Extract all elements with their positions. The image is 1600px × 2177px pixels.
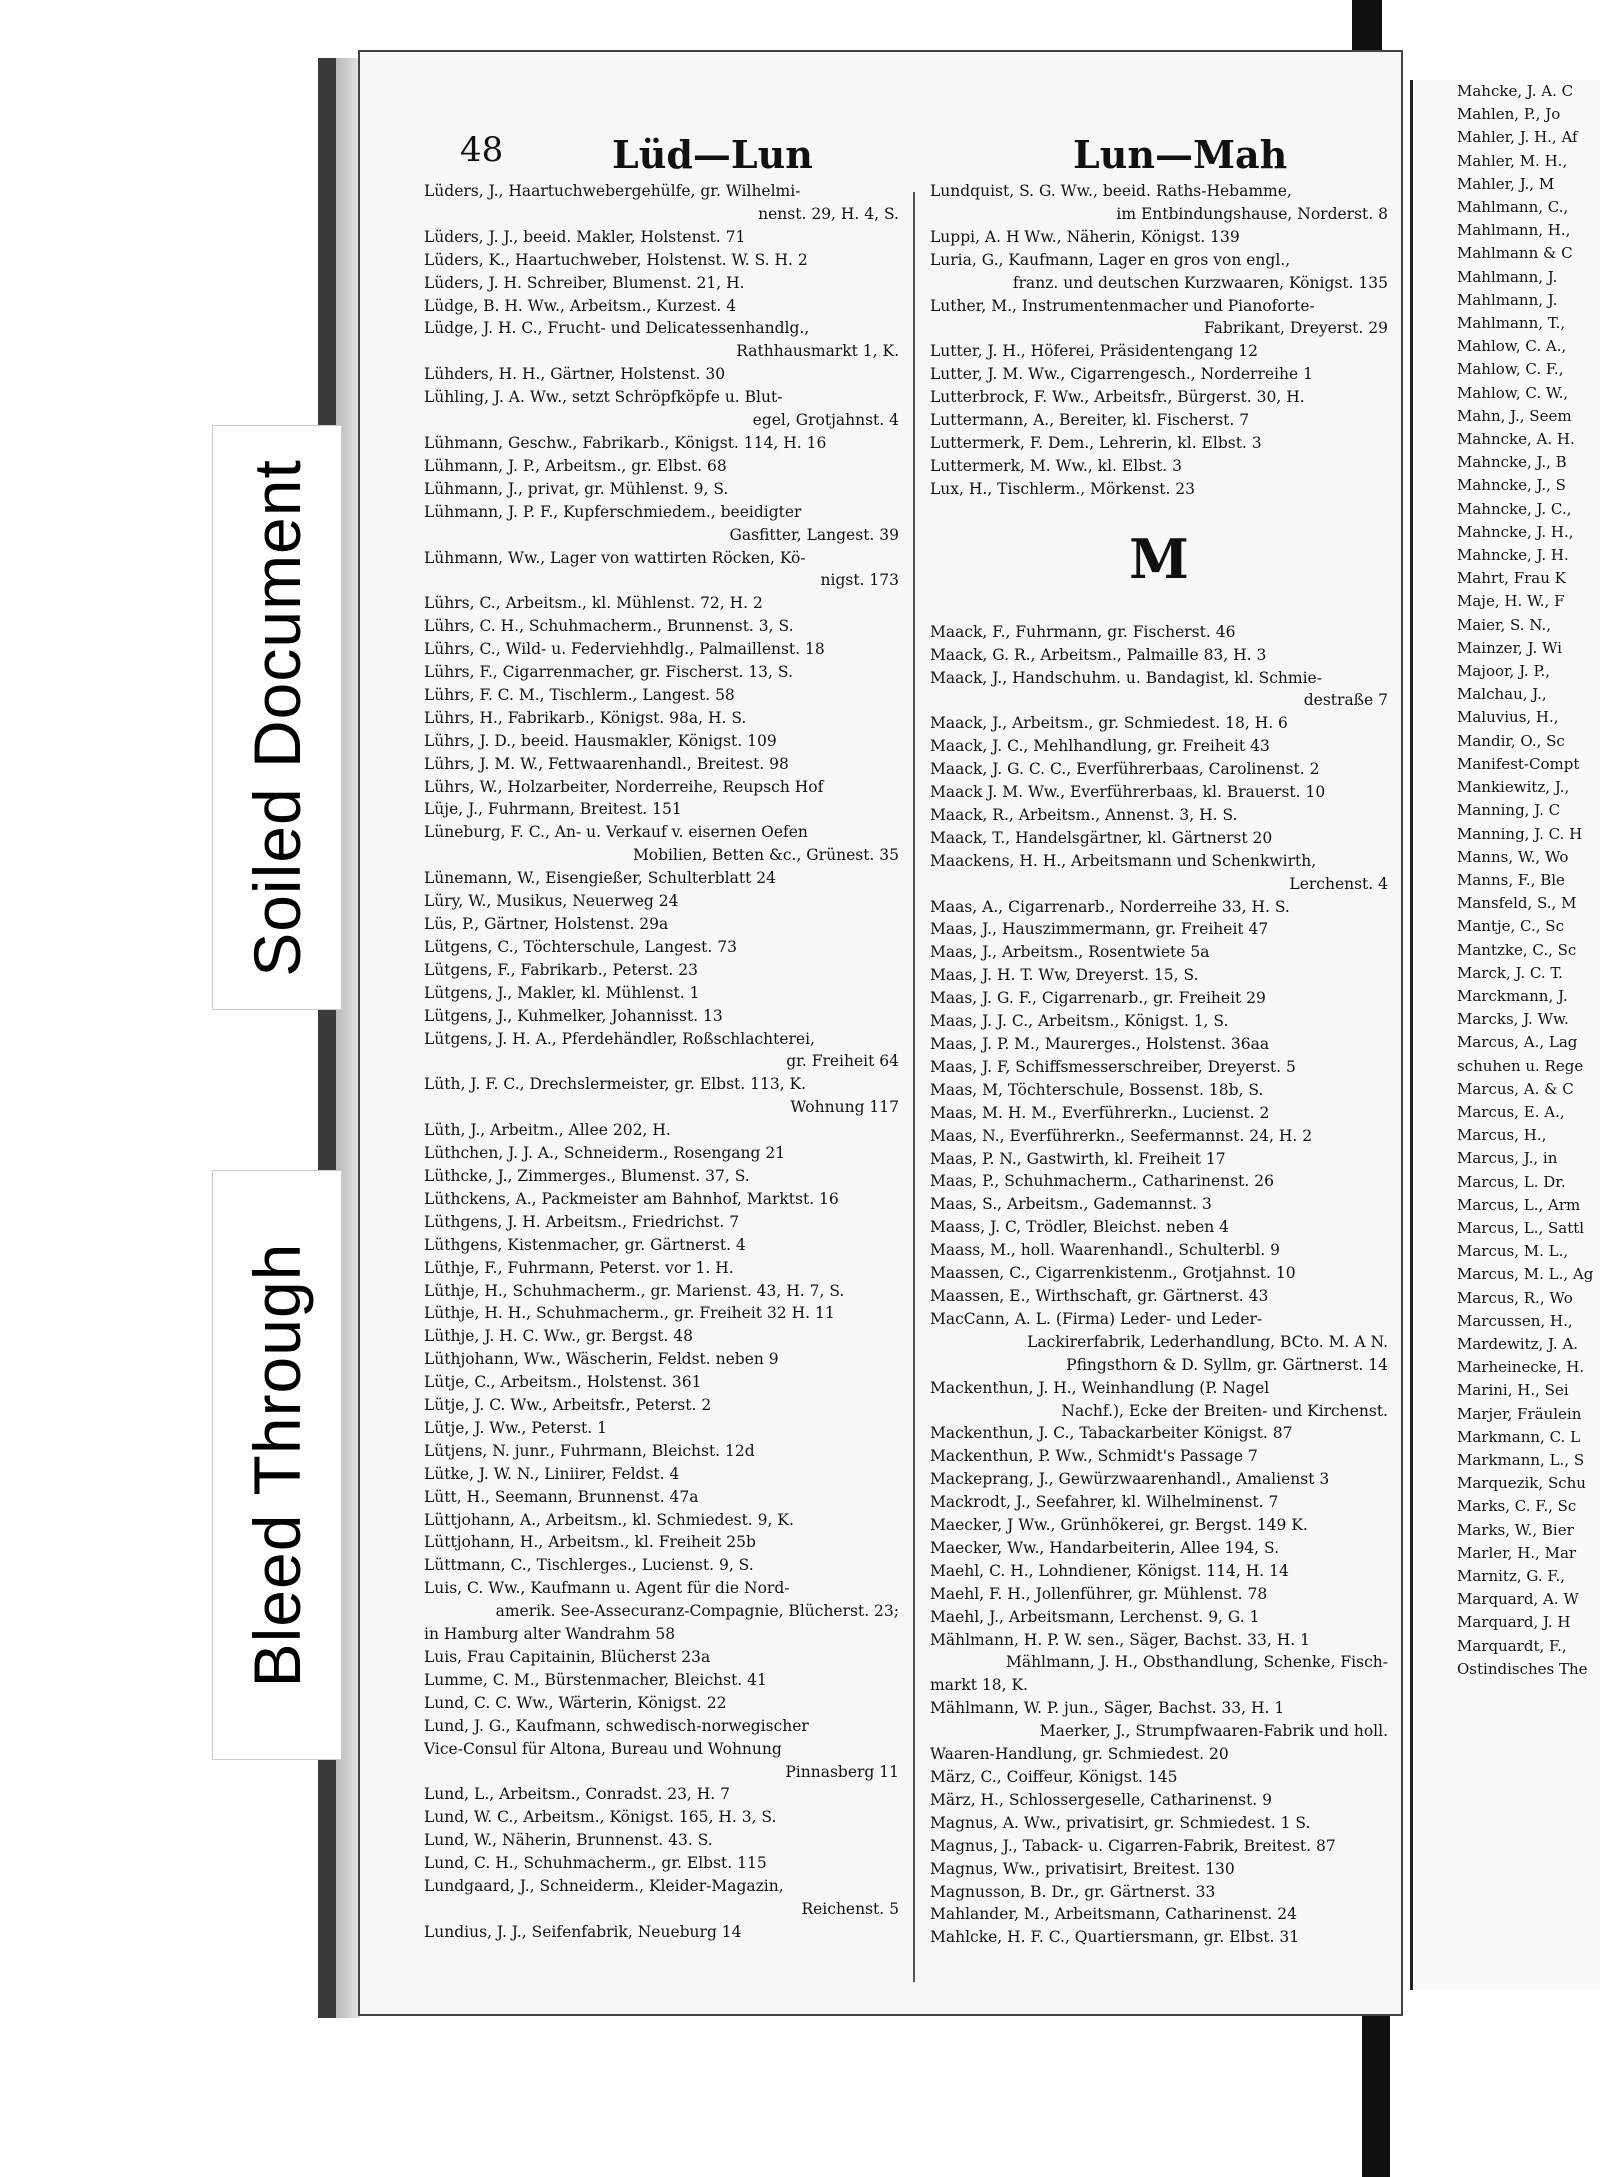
directory-entry-line: Lünemann, W., Eisengießer, Schulterblatt 24 (424, 869, 776, 888)
directory-entry-line: Mackenthun, J. H., Weinhandlung (P. Nagel (930, 1378, 1270, 1397)
directory-entry-line: Lütje, J. C. Ww., Arbeitsfr., Peterst. 2 (424, 1396, 712, 1415)
directory-entry-line: Lund, J. G., Kaufmann, schwedisch-norwegischer (424, 1716, 809, 1735)
next-page-entry-line: Manning, J. C (1457, 801, 1561, 820)
directory-entry-line: Mobilien, Betten &c., Grünest. 35 (632, 846, 899, 865)
directory-entry-line: Lutter, J. H., Höferei, Präsidentengang 12 (930, 342, 1258, 361)
directory-entry-line: Lüders, J. J., beeid. Makler, Holstenst. 71 (424, 227, 746, 246)
next-page-entry-line: Marcus, H., (1457, 1126, 1547, 1145)
directory-entry-line: Maas, J. F, Schiffsmesserschreiber, Dreyerst. 5 (930, 1057, 1296, 1076)
next-page-entry-line: Marcus, E. A., (1457, 1102, 1565, 1121)
directory-entry-line: Lundius, J. J., Seifenfabrik, Neueburg 14 (424, 1922, 742, 1941)
directory-entry-line: Luis, Frau Capitainin, Blücherst 23a (424, 1648, 711, 1666)
directory-entry-line: egel, Grotjahnst. 4 (752, 411, 899, 430)
directory-entry-line: Lumme, C. M., Bürstenmacher, Bleichst. 41 (424, 1670, 767, 1689)
directory-entry-line: Lüth, J., Arbeitm., Allee 202, H. (424, 1121, 671, 1140)
directory-entry-line: Nachf.), Ecke der Breiten- und Kirchenst. (1061, 1401, 1388, 1420)
directory-entry-line: Luis, C. Ww., Kaufmann u. Agent für die Nord- (424, 1579, 790, 1598)
directory-entry-line: Lüders, K., Haartuchweber, Holstenst. W. S. H. 2 (424, 250, 808, 269)
directory-entry-line: Lüthcke, J., Zimmerges., Blumenst. 37, S. (424, 1166, 750, 1185)
next-page-entry-line: Marks, W., Bier (1457, 1520, 1574, 1539)
directory-entry-line: Maas, J., Arbeitsm., Rosentwiete 5a (930, 943, 1210, 962)
directory-entry-line: Lühmann, J. P. F., Kupferschmiedem., beeidigter (424, 502, 802, 521)
directory-entry-line: Maehl, F. H., Jollenführer, gr. Mühlenst. 78 (930, 1584, 1268, 1603)
directory-entry-line: Pinnasberg 11 (785, 1762, 899, 1781)
directory-entry-line: MacCann, A. L. (Firma) Leder- und Leder- (930, 1309, 1263, 1328)
directory-entry-line: Lütje, J. Ww., Peterst. 1 (424, 1418, 607, 1437)
directory-entry-line: Lund, C. C. Ww., Wärterin, Königst. 22 (424, 1693, 727, 1712)
directory-entry-line: Maass, M., holl. Waarenhandl., Schulterbl. 9 (930, 1241, 1280, 1260)
next-page-entry-line: Markmann, L., S (1457, 1450, 1585, 1469)
next-page-entry-line: Marcus, L., Arm (1457, 1195, 1581, 1214)
next-page-entry-line: Mahlen, P., Jo (1457, 105, 1561, 124)
next-page-entry-line: Mahlmann, H., (1457, 221, 1571, 240)
right-column-entries-m (930, 621, 1388, 1950)
directory-entry-line: Waaren-Handlung, gr. Schmiedest. 20 (930, 1745, 1229, 1764)
directory-entry-line: Lüry, W., Musikus, Neuerweg 24 (424, 892, 679, 911)
directory-entry-line: Lütt, H., Seemann, Brunnenst. 47a (424, 1487, 699, 1506)
next-page-entry-line: Marcks, J. Ww. (1457, 1010, 1569, 1029)
next-page-entry-line: Mantzke, C., Sc (1457, 940, 1577, 959)
next-page-entry-line: Mahler, M. H., (1457, 151, 1568, 170)
next-page-entry-line: Marks, C. F., Sc (1457, 1497, 1577, 1516)
next-page-entry-line: Marjer, Fräulein (1457, 1404, 1582, 1423)
directory-entry-line: Lüthje, F., Fuhrmann, Peterst. vor 1. H. (424, 1258, 734, 1277)
directory-entry-line: Mählmann, J. H., Obsthandlung, Schenke, Fisch- (1005, 1653, 1388, 1672)
directory-entry-line: Maack, G. R., Arbeitsm., Palmaille 83, H. 3 (930, 645, 1267, 664)
directory-entry-line: Maass, J. C, Trödler, Bleichst. neben 4 (930, 1218, 1230, 1237)
next-page-entry-line: Marcus, L., Sattl (1457, 1218, 1585, 1237)
directory-entry-line: Lüdge, B. H. Ww., Arbeitsm., Kurzest. 4 (424, 296, 737, 315)
directory-entry-line: Maassen, C., Cigarrenkistenm., Grotjahnst. 10 (930, 1264, 1296, 1283)
directory-entry-line: Maas, J. P. M., Maurerges., Holstenst. 36aa (930, 1035, 1270, 1053)
directory-entry-line: Mählmann, W. P. jun., Säger, Bachst. 33, H. 1 (930, 1699, 1285, 1718)
directory-entry-line: Lüthgens, J. H. Arbeitsm., Friedrichst. 7 (424, 1212, 740, 1231)
directory-entry-line: Lüders, J., Haartuchwebergehülfe, gr. Wilhelmi- (424, 182, 801, 200)
directory-entry-line: Luria, G., Kaufmann, Lager en gros von engl., (930, 250, 1291, 269)
directory-entry-line: Maecker, J Ww., Grünhökerei, gr. Bergst. 149 K. (930, 1516, 1308, 1535)
directory-entry-line: Lackirerfabrik, Lederhandlung, BCto. M. A N. (1027, 1332, 1388, 1351)
next-page-entry-line: Mahler, J., M (1457, 174, 1555, 193)
directory-entry-line: März, H., Schlossergeselle, Catharinenst. 9 (930, 1790, 1273, 1809)
directory-entry-line: Maas, M. H. M., Everführerkn., Lucienst. 2 (930, 1103, 1270, 1122)
directory-entry-line: Lührs, J. D., beeid. Hausmakler, Königst. 109 (424, 731, 777, 750)
soiled-document-text: Soiled Document (240, 458, 314, 977)
next-page-entry-line: Marquardt, F., (1457, 1636, 1567, 1655)
next-page-entry-line: Mahlow, C. F., (1457, 360, 1564, 379)
directory-entry-line: Maackens, H. H., Arbeitsmann und Schenkwirth, (930, 851, 1317, 870)
directory-entry-line: nenst. 29, H. 4, S. (758, 204, 899, 223)
next-page-entry-line: Mahlmann, J. (1457, 267, 1558, 286)
next-page-entry-line: Mahncke, J., S (1457, 476, 1566, 495)
directory-entry-line: Lüttmann, C., Tischlerges., Lucienst. 9, S. (424, 1556, 754, 1575)
directory-entry-line: Pfingsthorn & D. Syllm, gr. Gärtnerst. 14 (1066, 1355, 1388, 1374)
next-page-entry-line: schuhen u. Rege (1457, 1056, 1584, 1075)
directory-entry-line: destraße 7 (1303, 691, 1388, 710)
running-head-left: Lüd—Lun (612, 132, 813, 177)
next-page-entry-line: Manning, J. C. H (1457, 824, 1583, 843)
directory-entry-line: Reichenst. 5 (801, 1899, 899, 1918)
directory-entry-line: Lühmann, J., privat, gr. Mühlenst. 9, S. (424, 479, 729, 498)
directory-entry-line: Lüth, J. F. C., Drechslermeister, gr. Elbst. 113, K. (424, 1075, 807, 1094)
directory-entry-line: Lüs, P., Gärtner, Holstenst. 29a (424, 915, 669, 933)
directory-entry-line: Mackeprang, J., Gewürzwaarenhandl., Amalienst 3 (930, 1470, 1330, 1489)
directory-entry-line: Magnusson, B. Dr., gr. Gärtnerst. 33 (930, 1882, 1216, 1901)
next-page-entry-line: Marcus, A., Lag (1457, 1033, 1578, 1052)
directory-entry-line: Maehl, J., Arbeitsmann, Lerchenst. 9, G. 1 (930, 1607, 1260, 1626)
left-column (424, 180, 899, 1944)
next-page-entry-line: Malchau, J., (1457, 685, 1547, 704)
directory-entry-line: Mahlander, M., Arbeitsmann, Catharinenst. 24 (930, 1905, 1297, 1924)
next-page-entry-line: Mahlmann, C., (1457, 198, 1569, 217)
directory-entry-line: Lüttjohann, A., Arbeitsm., kl. Schmiedest. 9, K. (424, 1510, 794, 1529)
directory-entry-line: Maas, M, Töchterschule, Bossenst. 18b, S. (930, 1080, 1264, 1099)
directory-entry-line: Lüdge, J. H. C., Frucht- und Delicatessenhandlg., (424, 319, 810, 338)
directory-entry-line: Gasfitter, Langest. 39 (729, 525, 899, 544)
directory-entry-line: Lüthjohann, Ww., Wäscherin, Feldst. neben 9 (424, 1350, 779, 1369)
directory-entry-line: Maas, P., Schuhmacherm., Catharinenst. 26 (930, 1172, 1274, 1191)
bleed-through-label (212, 1170, 342, 1760)
directory-entry-line: Lund, L., Arbeitsm., Conradst. 23, H. 7 (424, 1785, 731, 1804)
page-number: 48 (460, 130, 504, 170)
directory-entry-line: Lüje, J., Fuhrmann, Breitest. 151 (424, 800, 682, 819)
next-page-entry-line: Mahrt, Frau K (1457, 569, 1566, 588)
directory-entry-line: Lund, C. H., Schuhmacherm., gr. Elbst. 115 (424, 1854, 767, 1873)
directory-entry-line: franz. und deutschen Kurzwaaren, Königst. 135 (1012, 273, 1388, 292)
directory-entry-line: Lüttjohann, H., Arbeitsm., kl. Freiheit 25b (424, 1533, 756, 1552)
next-page-entry-line: Mansfeld, S., M (1457, 894, 1577, 913)
directory-entry-line: Fabrikant, Dreyerst. 29 (1203, 319, 1388, 338)
directory-entry-line: Lührs, F., Cigarrenmacher, gr. Fischerst. 13, S. (424, 663, 793, 682)
next-page-entry-line: Manns, F., Ble (1457, 870, 1565, 889)
next-page-entry-line: Mardewitz, J. A. (1457, 1334, 1579, 1353)
directory-entry-line: Wohnung 117 (790, 1098, 899, 1117)
directory-entry-line: Maack, J. G. C. C., Everführerbaas, Carolinenst. 2 (930, 760, 1320, 779)
directory-entry-line: Lütgens, F., Fabrikarb., Peterst. 23 (424, 960, 698, 979)
directory-entry-line: Lühmann, Ww., Lager von wattirten Röcken, Kö- (424, 548, 806, 567)
next-page-entry-line: Marcus, J., in (1457, 1149, 1558, 1168)
directory-entry-line: Lüthje, J. H. C. Ww., gr. Bergst. 48 (424, 1327, 693, 1346)
directory-entry-line: Lütjens, N. junr., Fuhrmann, Bleichst. 12d (424, 1441, 755, 1460)
directory-entry-line: Lühmann, J. P., Arbeitsm., gr. Elbst. 68 (424, 456, 727, 475)
right-column (930, 180, 1388, 1949)
next-page-entry-line: Markmann, C. L (1457, 1427, 1581, 1446)
directory-entry-line: Magnus, J., Taback- u. Cigarren-Fabrik, Breitest. 87 (930, 1836, 1336, 1855)
directory-entry-line: Lund, W. C., Arbeitsm., Königst. 165, H. 3, S. (424, 1808, 777, 1827)
directory-entry-line: Lüthchen, J. J. A., Schneiderm., Rosengang 21 (424, 1144, 786, 1163)
directory-entry-line: Maas, N., Everführerkn., Seefermannst. 24, H. 2 (930, 1126, 1313, 1145)
next-page-entry-line: Mahlow, C. W., (1457, 383, 1569, 402)
directory-entry-line: Lundquist, S. G. Ww., beeid. Raths-Hebamme, (930, 182, 1292, 200)
directory-entry-line: Maack, F., Fuhrmann, gr. Fischerst. 46 (930, 622, 1236, 641)
next-page-entry-line: Marcus, R., Wo (1457, 1288, 1573, 1307)
next-page-entry-line: Majoor, J. P., (1457, 662, 1551, 681)
directory-entry-line: Lütke, J. W. N., Liniirer, Feldst. 4 (424, 1464, 680, 1483)
directory-entry-line: Mählmann, H. P. W. sen., Säger, Bachst. 33, H. 1 (930, 1630, 1310, 1649)
directory-entry-line: Lundgaard, J., Schneiderm., Kleider-Magazin, (424, 1877, 784, 1896)
column-divider (913, 192, 915, 1982)
directory-entry-line: markt 18, K. (930, 1676, 1028, 1695)
next-page-entry-line: Maje, H. W., F (1457, 592, 1565, 611)
next-page-entry-line: Mainzer, J. Wi (1457, 638, 1562, 657)
directory-entry-line: Lüthgens, Kistenmacher, gr. Gärtnerst. 4 (424, 1235, 746, 1254)
directory-entry-line: Lütje, C., Arbeitsm., Holstenst. 361 (424, 1373, 702, 1392)
next-page-entry-line: Mahlmann, T., (1457, 314, 1566, 333)
directory-entry-line: Luppi, A. H Ww., Näherin, Königst. 139 (930, 227, 1240, 246)
next-page-entry-line: Mahler, J. H., Af (1457, 128, 1578, 147)
directory-entry-line: Maack, J. C., Mehlhandlung, gr. Freiheit 43 (930, 737, 1270, 756)
directory-entry-line: nigst. 173 (820, 571, 899, 590)
next-page-entry-line: Manifest-Compt (1457, 754, 1580, 773)
next-page-entry-line: Mantje, C., Sc (1457, 917, 1564, 936)
next-page-entry-line: Mahncke, J. C., (1457, 499, 1572, 518)
directory-entry-line: Lührs, C., Arbeitsm., kl. Mühlenst. 72, H. 2 (424, 594, 763, 613)
section-letter-heading: M (1129, 526, 1189, 591)
next-page-entry-line: Mahcke, J. A. C (1457, 82, 1574, 100)
directory-entry-line: Lux, H., Tischlerm., Mörkenst. 23 (930, 479, 1196, 498)
directory-entry-line: Maack J. M. Ww., Everführerbaas, kl. Brauerst. 10 (930, 783, 1326, 802)
directory-entry-line: Maassen, E., Wirthschaft, gr. Gärtnerst. 43 (930, 1286, 1269, 1305)
directory-entry-line: Magnus, Ww., privatisirt, Breitest. 130 (930, 1859, 1235, 1878)
directory-entry-line: Lütgens, J., Kuhmelker, Johannisst. 13 (424, 1006, 723, 1025)
directory-entry-line: Maas, S., Arbeitsm., Gademannst. 3 (930, 1195, 1212, 1214)
next-page-entry-line: Mankiewitz, J., (1457, 778, 1570, 797)
directory-entry-line: Mahlcke, H. F. C., Quartiersmann, gr. Elbst. 31 (930, 1928, 1300, 1947)
directory-entry-line: Lüthje, H., Schuhmacherm., gr. Marienst. 43, H. 7, S. (424, 1281, 845, 1300)
directory-entry-line: März, C., Coiffeur, Königst. 145 (930, 1768, 1178, 1786)
running-head-right: Lun—Mah (1073, 132, 1288, 177)
directory-entry-line: Luttermerk, F. Dem., Lehrerin, kl. Elbst. 3 (930, 433, 1262, 452)
directory-entry-line: Mackenthun, P. Ww., Schmidt's Passage 7 (930, 1447, 1258, 1466)
next-page-entry-line: Marcussen, H., (1457, 1311, 1573, 1330)
directory-entry-line: Maas, J. H. T. Ww, Dreyerst. 15, S. (930, 966, 1199, 985)
directory-entry-line: Maack, J., Arbeitsm., gr. Schmiedest. 18, H. 6 (930, 714, 1288, 733)
next-page-entry-line: Mahncke, J. H. (1457, 546, 1569, 565)
directory-entry-line: Maack, T., Handelsgärtner, kl. Gärtnerst 20 (930, 828, 1273, 847)
next-page-entry-line: Marquard, J. H (1457, 1613, 1571, 1632)
directory-entry-line: Lüthje, H. H., Schuhmacherm., gr. Freiheit 32 H. 11 (424, 1304, 835, 1323)
directory-entry-line: Maack, J., Handschuhm. u. Bandagist, kl. Schmie- (930, 668, 1322, 687)
directory-page (358, 50, 1403, 2016)
next-page-entry-line: Marler, H., Mar (1457, 1543, 1577, 1562)
next-page-entry-line: Mahlow, C. A., (1457, 337, 1567, 356)
directory-entry-line: Luttermerk, M. Ww., kl. Elbst. 3 (930, 456, 1183, 475)
next-page-entry-line: Mahncke, J., B (1457, 453, 1567, 472)
directory-entry-line: Maehl, C. H., Lohndiener, Königst. 114, H. 14 (930, 1561, 1289, 1580)
directory-entry-line: Maecker, Ww., Handarbeiterin, Allee 194, S. (930, 1538, 1280, 1557)
directory-entry-line: Rathhausmarkt 1, K. (736, 342, 899, 361)
next-page-entry-line: Marcus, M. L., Ag (1457, 1265, 1594, 1284)
directory-entry-line: Mackenthun, J. C., Tabackarbeiter Königst. 87 (930, 1424, 1293, 1443)
directory-entry-line: Lütgens, C., Töchterschule, Langest. 73 (424, 937, 737, 956)
next-page-entry-line: Maluvius, H., (1457, 708, 1559, 727)
directory-entry-line: Lührs, W., Holzarbeiter, Norderreihe, Reupsch Hof (424, 777, 824, 796)
directory-entry-line: in Hamburg alter Wandrahm 58 (424, 1625, 676, 1644)
directory-entry-line: Magnus, A. Ww., privatisirt, gr. Schmiedest. 1 S. (930, 1813, 1311, 1832)
directory-entry-line: Maerker, J., Strumpfwaaren-Fabrik und holl. (1039, 1722, 1388, 1741)
next-page-entry-line: Manns, W., Wo (1457, 847, 1569, 866)
next-page-entry-line: Mahncke, J. H., (1457, 522, 1574, 541)
next-page-entry-line: Ostindisches The (1457, 1659, 1588, 1678)
directory-entry-line: Maas, J. J. C., Arbeitsm., Königst. 1, S. (930, 1012, 1229, 1031)
directory-entry-line: Lüders, J. H. Schreiber, Blumenst. 21, H. (424, 273, 745, 292)
next-page-entry-line: Marini, H., Sei (1457, 1381, 1569, 1400)
next-page-fragment (1410, 80, 1600, 1990)
next-page-entry-line: Mahlmann & C (1457, 244, 1573, 263)
directory-entry-line: Lütgens, J., Makler, kl. Mühlenst. 1 (424, 983, 700, 1002)
directory-entry-line: Lührs, C. H., Schuhmacherm., Brunnenst. 3, S. (424, 617, 794, 636)
directory-entry-line: Maack, R., Arbeitsm., Annenst. 3, H. S. (930, 805, 1238, 824)
next-page-entry-line: Mahncke, A. H. (1457, 430, 1575, 449)
next-page-entry-line: Marcus, A. & C (1457, 1079, 1574, 1098)
directory-entry-line: Maas, J., Hauszimmermann, gr. Freiheit 47 (930, 920, 1269, 939)
next-page-entry-line: Marck, J. C. T. (1457, 963, 1563, 982)
directory-entry-line: Lutter, J. M. Ww., Cigarrengesch., Norderreihe 1 (930, 365, 1313, 384)
next-page-entry-line: Mahlmann, J. (1457, 290, 1558, 309)
directory-entry-line: Lund, W., Näherin, Brunnenst. 43. S. (424, 1831, 713, 1850)
directory-entry-line: Maas, J. G. F., Cigarrenarb., gr. Freiheit 29 (930, 989, 1266, 1008)
directory-entry-line: Luttermann, A., Bereiter, kl. Fischerst. 7 (930, 411, 1250, 430)
next-page-entry-line: Marckmann, J. (1457, 986, 1568, 1005)
directory-entry-line: Lerchenst. 4 (1289, 874, 1388, 893)
directory-entry-line: Mackrodt, J., Seefahrer, kl. Wilhelminenst. 7 (930, 1493, 1279, 1512)
next-page-entry-line: Marcus, M. L., (1457, 1242, 1569, 1261)
directory-entry-line: Luther, M., Instrumentenmacher und Pianoforte- (930, 296, 1315, 315)
next-page-entry-line: Marquard, A. W (1457, 1590, 1579, 1609)
directory-entry-line: Maas, A., Cigarrenarb., Norderreihe 33, H. S. (930, 897, 1290, 916)
next-page-entry-line: Mandir, O., Sc (1457, 731, 1565, 750)
soiled-document-label (212, 425, 342, 1010)
directory-entry-line: amerik. See-Assecuranz-Compagnie, Blücherst. 23; (495, 1602, 899, 1621)
directory-entry-line: Lüneburg, F. C., An- u. Verkauf v. eisernen Oefen (424, 823, 808, 842)
dark-edge-bottom (1362, 1988, 1390, 2177)
next-page-entry-line: Marheinecke, H. (1457, 1358, 1585, 1377)
directory-entry-line: Lührs, C., Wild- u. Federviehhdlg., Palmaillenst. 18 (424, 640, 825, 659)
next-page-entry-line: Mahn, J., Seem (1457, 406, 1572, 425)
directory-entry-line: Lührs, J. M. W., Fettwaarenhandl., Breitest. 98 (424, 754, 789, 773)
next-page-entry-line: Maier, S. N., (1457, 615, 1552, 634)
directory-entry-line: Lühling, J. A. Ww., setzt Schröpfköpfe u. Blut- (424, 388, 783, 407)
directory-entry-line: Lühmann, Geschw., Fabrikarb., Königst. 114, H. 16 (424, 433, 827, 452)
next-page-entry-line: Marnitz, G. F., (1457, 1567, 1565, 1585)
next-page-entry-line: Marcus, L. Dr. (1457, 1172, 1566, 1191)
next-page-entry-line: Marquezik, Schu (1457, 1474, 1586, 1493)
directory-entry-line: Lührs, F. C. M., Tischlerm., Langest. 58 (424, 685, 735, 704)
bleed-through-text: Bleed Through (240, 1242, 314, 1688)
directory-entry-line: Vice-Consul für Altona, Bureau und Wohnung (424, 1739, 782, 1758)
directory-entry-line: Lutterbrock, F. Ww., Arbeitsfr., Bürgerst. 30, H. (930, 388, 1305, 407)
directory-entry-line: im Entbindungshause, Norderst. 8 (1116, 204, 1388, 223)
directory-entry-line: Lühders, H. H., Gärtner, Holstenst. 30 (424, 365, 726, 384)
directory-entry-line: Maas, P. N., Gastwirth, kl. Freiheit 17 (930, 1149, 1226, 1168)
directory-entry-line: Lührs, H., Fabrikarb., Königst. 98a, H. S. (424, 708, 747, 727)
directory-entry-line: Lüthckens, A., Packmeister am Bahnhof, Marktst. 16 (424, 1189, 839, 1208)
right-column-entries-lun (930, 180, 1388, 501)
directory-entry-line: Lütgens, J. H. A., Pferdehändler, Roßschlachterei, (424, 1029, 815, 1048)
directory-entry-line: gr. Freiheit 64 (786, 1052, 899, 1071)
